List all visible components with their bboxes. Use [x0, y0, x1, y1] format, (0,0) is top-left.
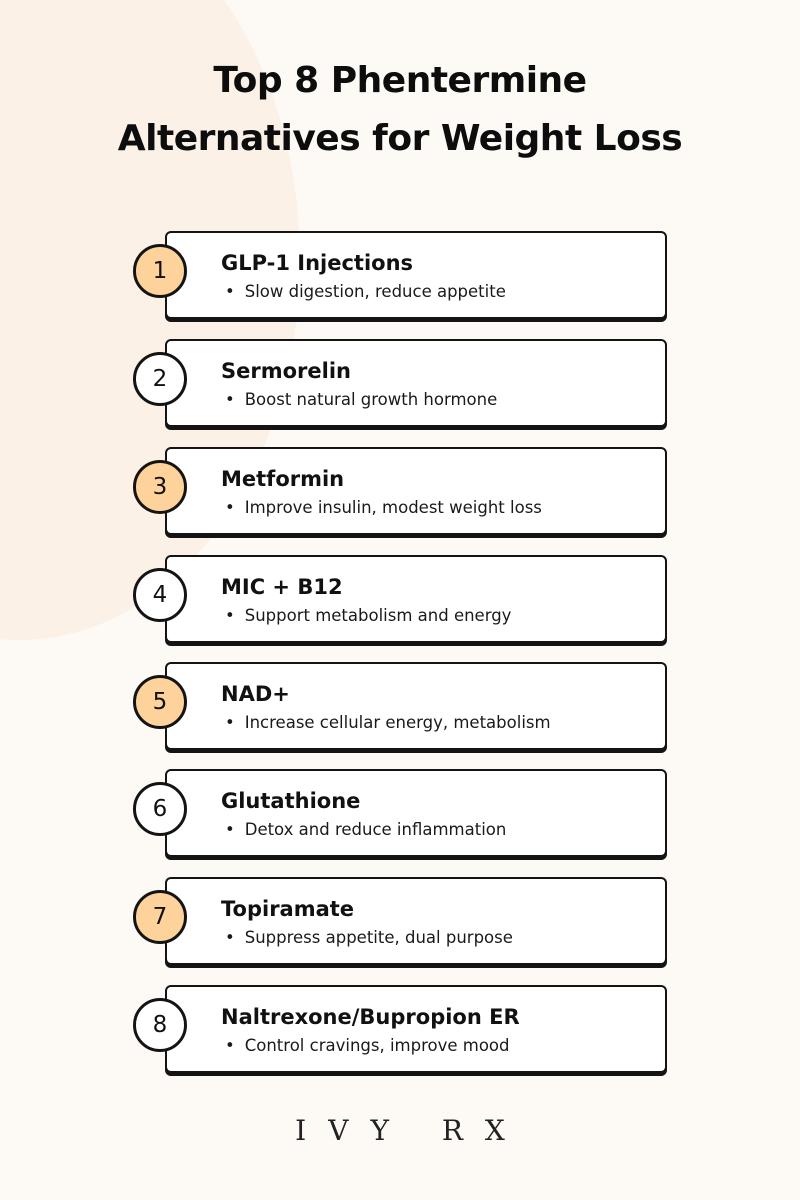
number-badge: 7 [133, 890, 187, 944]
item-card [165, 985, 667, 1073]
item-title: Topiramate [221, 897, 355, 921]
title-line-1: Top 8 Phentermine [213, 60, 587, 101]
item-description-text: Boost natural growth hormone [244, 390, 498, 409]
bullet-icon: • [225, 928, 235, 947]
list-item [133, 769, 667, 859]
item-description [225, 282, 506, 301]
item-description-text: Improve insulin, modest weight loss [244, 498, 542, 517]
title-line-2: Alternatives for Weight Loss [117, 118, 683, 159]
item-title: Sermorelin [221, 359, 351, 383]
item-description [225, 390, 497, 409]
bullet-icon: • [225, 1036, 235, 1055]
list-item [133, 447, 667, 537]
item-description [225, 928, 513, 947]
bullet-icon: • [225, 390, 235, 409]
item-title: Glutathione [221, 789, 361, 813]
item-title: Metformin [221, 467, 345, 491]
item-description-text: Slow digestion, reduce appetite [244, 282, 506, 301]
item-description [225, 820, 506, 839]
item-card [165, 555, 667, 643]
number-badge: 5 [133, 675, 187, 729]
item-description-text: Detox and reduce inflammation [244, 820, 507, 839]
item-card [165, 231, 667, 319]
item-title: Naltrexone/Bupropion ER [221, 1005, 520, 1029]
list-item [133, 231, 667, 321]
item-description-text: Suppress appetite, dual purpose [244, 928, 513, 947]
number-badge: 1 [133, 244, 187, 298]
item-description-text: Support metabolism and energy [244, 606, 512, 625]
bullet-icon: • [225, 713, 235, 732]
number-badge: 4 [133, 568, 187, 622]
item-description [225, 498, 542, 517]
list-item [133, 877, 667, 967]
item-title: GLP-1 Injections [221, 251, 414, 275]
bullet-icon: • [225, 498, 235, 517]
list-item [133, 985, 667, 1075]
item-title: NAD+ [221, 682, 290, 706]
item-description [225, 713, 551, 732]
item-card [165, 662, 667, 750]
list-item [133, 555, 667, 645]
brand-logo: IVY RX [295, 1114, 527, 1147]
item-card [165, 339, 667, 427]
list-item [133, 662, 667, 752]
list-item [133, 339, 667, 429]
item-card [165, 447, 667, 535]
number-badge: 3 [133, 460, 187, 514]
item-description [225, 606, 511, 625]
item-title: MIC + B12 [221, 575, 343, 599]
item-description [225, 1036, 510, 1055]
bullet-icon: • [225, 606, 235, 625]
number-badge: 2 [133, 352, 187, 406]
bullet-icon: • [225, 820, 235, 839]
number-badge: 6 [133, 782, 187, 836]
item-card [165, 769, 667, 857]
bullet-icon: • [225, 282, 235, 301]
number-badge: 8 [133, 998, 187, 1052]
item-description-text: Increase cellular energy, metabolism [244, 713, 551, 732]
item-card [165, 877, 667, 965]
item-description-text: Control cravings, improve mood [244, 1036, 510, 1055]
